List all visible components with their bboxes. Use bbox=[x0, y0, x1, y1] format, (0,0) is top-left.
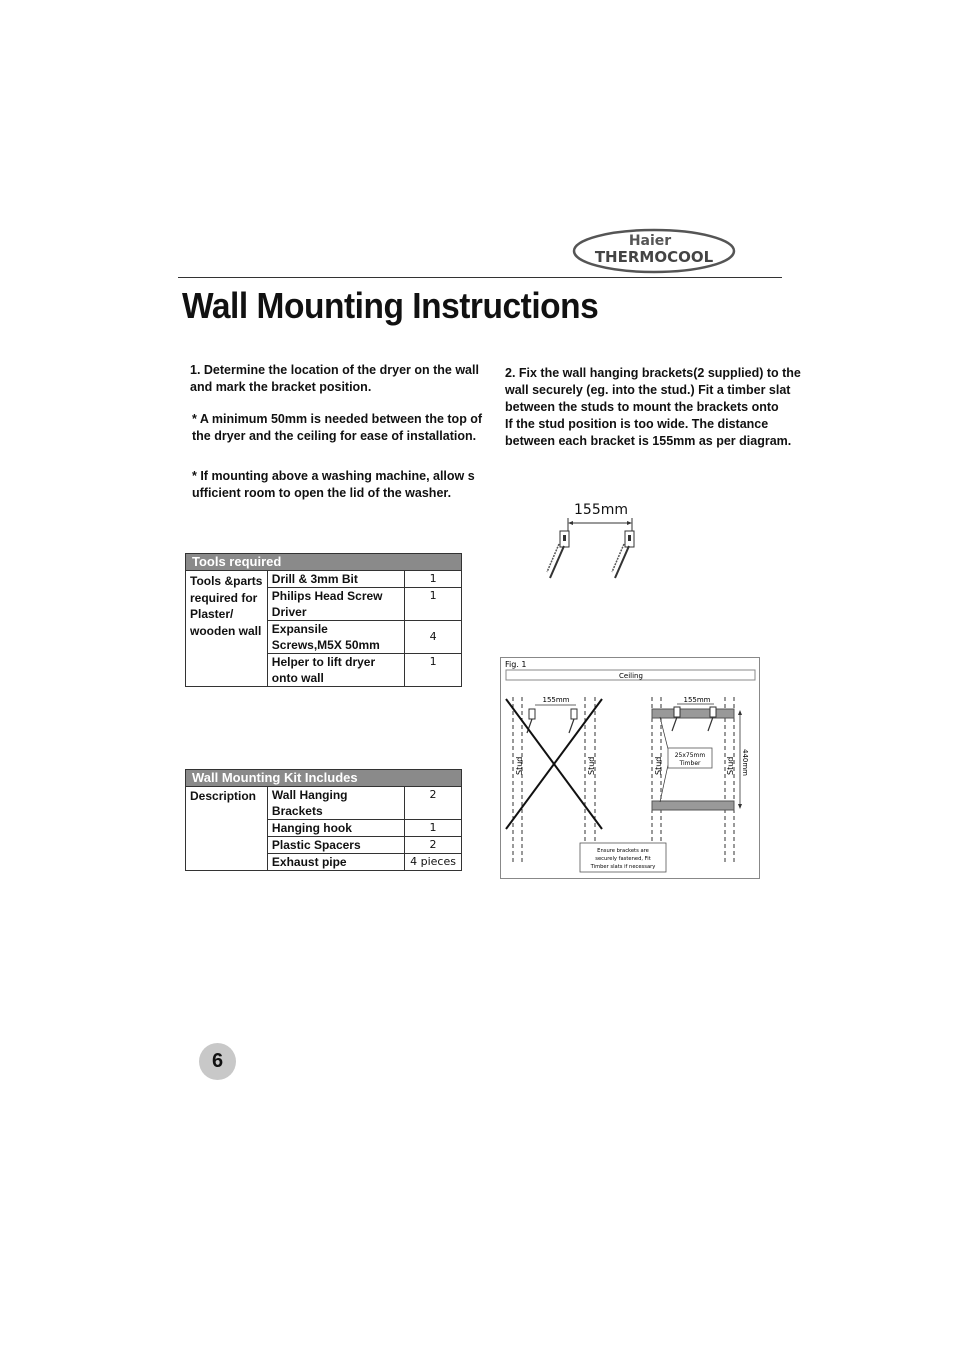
kit-category: Description bbox=[186, 787, 268, 871]
kit-item: Plastic Spacers bbox=[267, 837, 404, 854]
height-label: 440mm bbox=[741, 749, 749, 776]
note-washing-machine: * If mounting above a washing machine, allow s ufficient room to open the lid of the washer. bbox=[192, 469, 475, 500]
kit-item: Hanging hook bbox=[267, 820, 404, 837]
tools-item: Philips Head Screw Driver bbox=[267, 588, 405, 621]
tools-qty: 1 bbox=[405, 654, 462, 687]
note-line2: securely fastened, Fit bbox=[595, 856, 651, 862]
stud-label: Stud bbox=[654, 756, 663, 775]
timber-slat-top bbox=[652, 709, 734, 718]
page-number: 6 bbox=[199, 1043, 236, 1080]
note-line3: Timber slats if necessary bbox=[590, 864, 656, 870]
tools-qty: 1 bbox=[405, 571, 462, 588]
page-title: Wall Mounting Instructions bbox=[182, 285, 599, 326]
stud-label: Stud bbox=[587, 756, 596, 775]
tools-table-header: Tools required bbox=[186, 554, 462, 571]
fig1-left-distance: 155mm bbox=[542, 696, 570, 704]
tools-category: Tools &parts required for Plaster/ wooden wall bbox=[186, 571, 268, 687]
bracket-distance-label: 155mm bbox=[574, 502, 628, 518]
haier-thermocool-logo bbox=[572, 228, 736, 274]
tools-qty: 1 bbox=[405, 588, 462, 621]
bracket-distance-diagram bbox=[540, 498, 650, 584]
kit-item: Exhaust pipe bbox=[267, 854, 404, 871]
header-rule bbox=[178, 277, 782, 278]
logo-line1: Haier bbox=[628, 233, 672, 249]
kit-qty: 4 pieces bbox=[405, 854, 462, 871]
wall-mounting-kit-table bbox=[185, 769, 462, 871]
note-ceiling-gap: * A minimum 50mm is needed between the top of the dryer and the ceiling for ease of installation. bbox=[192, 412, 483, 443]
tools-item: Expansile Screws,M5X 50mm bbox=[267, 621, 405, 654]
right-bracket-icon bbox=[612, 531, 634, 578]
kit-qty: 2 bbox=[405, 787, 462, 820]
left-bracket-icon bbox=[547, 531, 569, 578]
timber-slat-bottom bbox=[652, 801, 734, 810]
timber-label-line2: Timber bbox=[679, 760, 701, 767]
tools-required-table bbox=[185, 553, 462, 687]
logo-line2: THERMOCOOL bbox=[594, 248, 714, 266]
stud-label: Stud bbox=[515, 756, 524, 775]
kit-qty: 1 bbox=[405, 820, 462, 837]
kit-item: Wall Hanging Brackets bbox=[267, 787, 404, 820]
timber-label-line1: 25x75mm bbox=[674, 752, 706, 759]
fig1-right-distance: 155mm bbox=[683, 696, 711, 704]
fig1-label: Fig. 1 bbox=[505, 660, 527, 669]
kit-table-header: Wall Mounting Kit Includes bbox=[186, 770, 462, 787]
tools-qty: 4 bbox=[405, 621, 462, 654]
stud-label: Stud bbox=[726, 756, 735, 775]
note-line1: Ensure brackets are bbox=[597, 848, 649, 854]
tools-item: Drill & 3mm Bit bbox=[267, 571, 405, 588]
step-2-text: 2. Fix the wall hanging brackets(2 supplied) to the wall securely (eg. into the stud.) Fit a timber slat between the studs to mount the brackets onto If the stud position is too wide. The distance between each bracket is 155mm as per diagram. bbox=[505, 366, 801, 448]
step-1-text: 1. Determine the location of the dryer on the wall and mark the bracket position. bbox=[190, 363, 479, 394]
tools-item: Helper to lift dryer onto wall bbox=[267, 654, 405, 687]
ceiling-label: Ceiling bbox=[619, 672, 643, 680]
fig1-diagram bbox=[500, 657, 760, 879]
kit-qty: 2 bbox=[405, 837, 462, 854]
